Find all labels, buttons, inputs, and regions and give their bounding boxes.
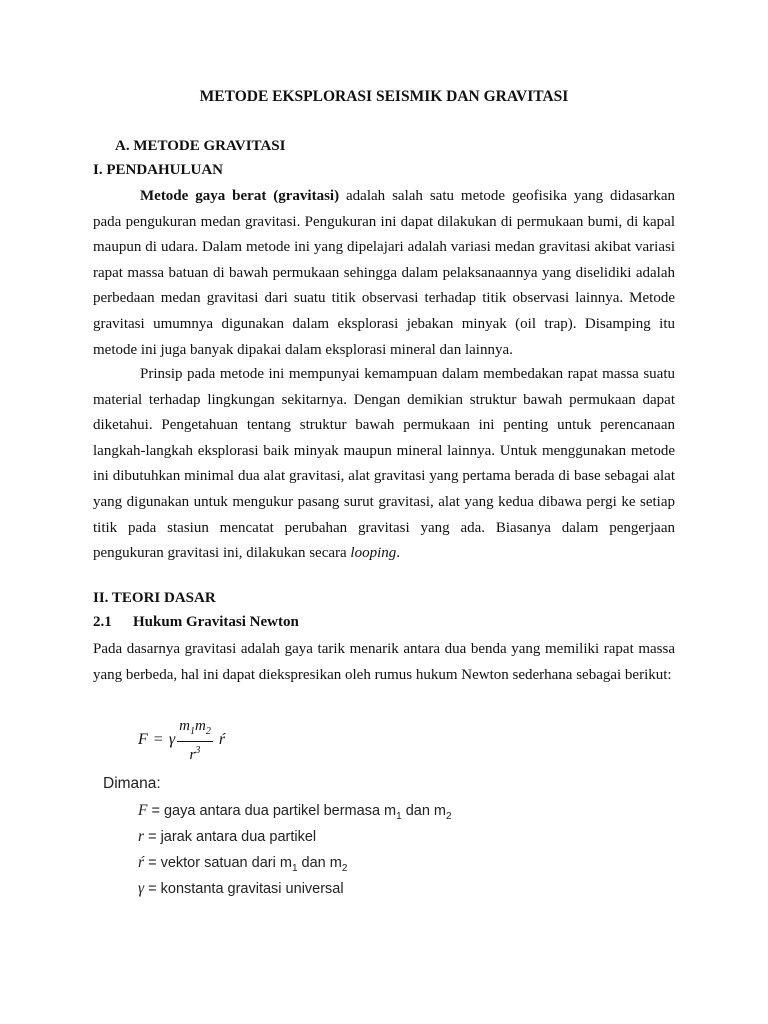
formula-unit-vector: ŕ (218, 731, 226, 748)
definition-item-rhat (138, 854, 452, 880)
definition-sub: 1 (291, 862, 298, 874)
numerator-m2: m (194, 717, 206, 734)
where-label: Dimana: (103, 775, 161, 792)
document-title: METODE EKSPLORASI SEISMIK DAN GRAVITASI (199, 88, 569, 105)
numerator-m1: m (179, 717, 190, 734)
definition-sub: 1 (396, 810, 402, 822)
definition-item-f (138, 802, 452, 828)
definition-item-r (138, 828, 452, 854)
definition-text: = konstanta gravitasi universal (144, 881, 344, 897)
formula-fraction (177, 717, 213, 764)
section-a-heading: A. METODE GRAVITASI (115, 138, 286, 154)
definition-text: = vektor satuan dari m (144, 855, 292, 871)
paragraph-period: . (396, 545, 401, 562)
paragraph-text: Prinsip pada metode ini mempunyai kemampuan dalam membedakan rapat massa suatu material terhadap lingkungan sekitarnya. Dengan demikian struktur bawah permukaan dapat diketahui. Pengetahuan tentang struktur bawah permukaan ini penting untuk perencanaan langkah-langkah eksplorasi baik minyak maupun mineral lainnya. Untuk menggunakan metode ini dibutuhkan minimal dua alat gravitasi, alat gravitasi yang pertama berada di base sebagai alat yang digunakan untuk mengukur pasang surut gravitasi, alat yang kedua dibawa pergi ke setiap titik pada stasiun mencatat perubahan gravitasi yang ada. Biasanya dalam pengerjaan pengukuran gravitasi ini, dilakukan secara (93, 366, 675, 562)
definition-symbol: γ (138, 880, 145, 897)
formula-equals: = (153, 731, 163, 748)
italic-term: looping (350, 545, 397, 562)
subsection-number: 2.1 (93, 614, 112, 630)
denominator-exp: 3 (195, 744, 201, 756)
definition-sub: 2 (341, 862, 348, 874)
newton-formula (138, 717, 226, 763)
formula-denominator (190, 742, 201, 764)
definition-item-gamma (138, 880, 452, 906)
formula-lhs: F (138, 731, 148, 748)
paragraph-text: adalah salah satu metode geofisika yang didasarkan pada pengukuran medan gravitasi. Pengukuran ini dapat dilakukan di permukaan bumi, di kapal maupun di udara. Dalam metode ini yang dipelajari adalah variasi medan gravitasi akibat variasi rapat massa batuan di bawah permukaan sehingga dalam pelaksanaannya yang diselidiki adalah perbedaan medan gravitasi dari suatu titik observasi terhadap titik observasi lainnya. Metode gravitasi umumnya digunakan dalam eksplorasi jebakan minyak (oil trap). Disamping itu metode ini juga banyak dipakai dalam eksplorasi mineral dan lainnya. (93, 188, 675, 358)
numerator-sub1: 1 (189, 725, 195, 737)
definition-text: = jarak antara dua partikel (144, 829, 317, 845)
definition-symbol: r (138, 828, 145, 845)
definition-sub: 2 (446, 810, 452, 822)
denominator-r: r (189, 746, 196, 763)
paragraph-principle (93, 362, 675, 567)
definition-symbol: F (138, 802, 148, 819)
paragraph-theory: Pada dasarnya gravitasi adalah gaya tarik menarik antara dua benda yang memiliki rapat massa yang berbeda, hal ini dapat diekspresikan oleh rumus hukum Newton sederhana sebagai berikut: (93, 641, 675, 683)
formula-numerator (177, 717, 213, 742)
definition-text: = gaya antara dua partikel bermasa m (147, 803, 397, 819)
definition-symbol: ŕ (138, 854, 145, 871)
numerator-sub2: 2 (205, 725, 211, 737)
definition-text: dan m (401, 803, 447, 819)
paragraph-introduction (93, 184, 675, 363)
definition-list (138, 802, 452, 906)
bold-term: Metode gaya berat (gravitasi) (140, 188, 340, 204)
formula-gamma: γ (168, 731, 176, 748)
section-2-heading: II. TEORI DASAR (93, 590, 216, 606)
section-1-heading: I. PENDAHULUAN (93, 162, 224, 178)
definition-text: dan m (297, 855, 342, 871)
subsection-title: Hukum Gravitasi Newton (133, 614, 299, 630)
